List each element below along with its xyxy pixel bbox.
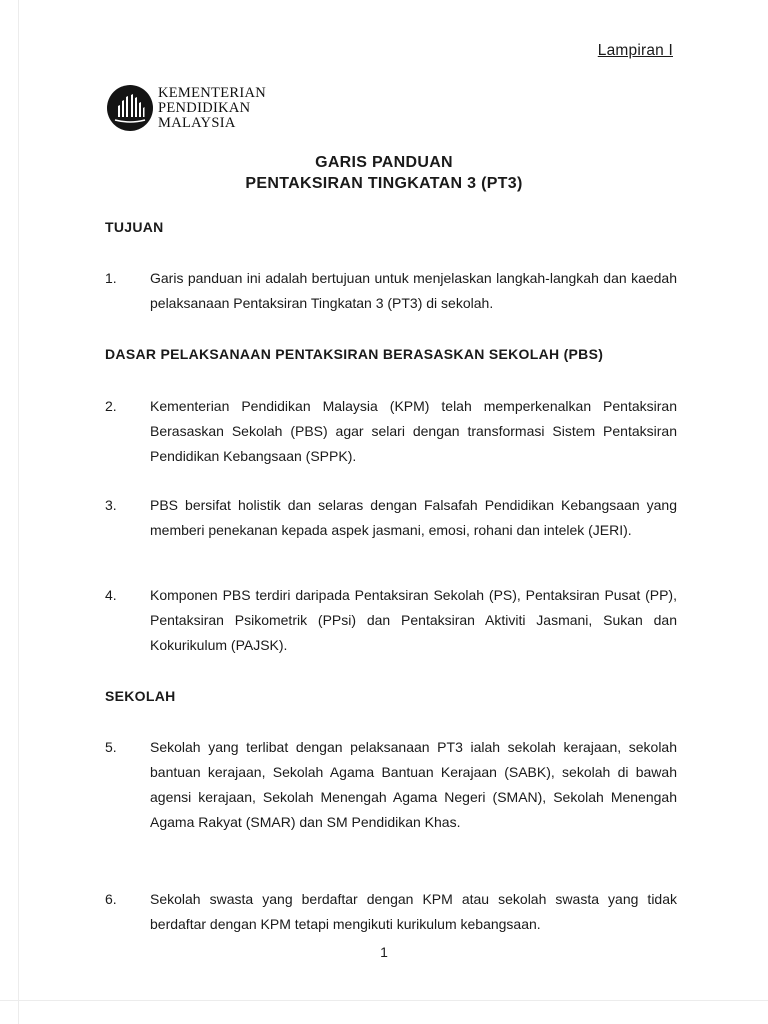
- paragraph-text: Sekolah swasta yang berdaftar dengan KPM atau sekolah swasta yang tidak berdaftar dengan KPM tetapi mengikuti kurikulum kebangsaan.: [150, 891, 677, 932]
- document-title-line1: GARIS PANDUAN: [315, 154, 453, 171]
- paragraph-text: Komponen PBS terdiri daripada Pentaksiran Sekolah (PS), Pentaksiran Pusat (PP), Pentaksiran Psikometrik (PPsi) dan Pentaksiran Aktiviti Jasmani, Sukan dan Kokurikulum (PAJSK).: [150, 587, 677, 653]
- document-title: [0, 152, 768, 194]
- paragraph-text: Sekolah yang terlibat dengan pelaksanaan PT3 ialah sekolah kerajaan, sekolah bantuan kerajaan, Sekolah Agama Bantuan Kerajaan (SABK), sekolah di bawah agensi kerajaan, Sekolah Menengah Agama Negeri (SMAN), Sekolah Menengah Agama Rakyat (SMAR) dan SM Pendidikan Khas.: [150, 739, 677, 830]
- paragraph-5: [105, 735, 677, 835]
- paragraph-1: [105, 266, 677, 316]
- paragraph-3: [105, 493, 677, 543]
- paragraph-number: 5.: [105, 739, 117, 755]
- paragraph-2: [105, 394, 677, 469]
- paragraph-text: PBS bersifat holistik dan selaras dengan Falsafah Pendidikan Kebangsaan yang memberi penekanan kepada aspek jasmani, emosi, rohani dan intelek (JERI).: [150, 497, 677, 538]
- paragraph-number: 6.: [105, 891, 117, 907]
- section-heading-sekolah: SEKOLAH: [105, 688, 176, 704]
- section-heading-dasar: DASAR PELAKSANAAN PENTAKSIRAN BERASASKAN SEKOLAH (PBS): [105, 346, 604, 362]
- ministry-name-line1: KEMENTERIAN: [158, 84, 267, 101]
- page-number: 1: [380, 944, 388, 960]
- ministry-logo: [106, 84, 266, 132]
- ministry-emblem-icon: [106, 84, 154, 132]
- ministry-name-line3: MALAYSIA: [158, 114, 236, 131]
- ministry-name-line2: PENDIDIKAN: [158, 99, 251, 116]
- paragraph-number: 2.: [105, 398, 117, 414]
- ministry-name: [158, 86, 266, 131]
- paragraph-6: [105, 887, 677, 937]
- section-heading-tujuan: TUJUAN: [105, 219, 164, 235]
- paragraph-number: 4.: [105, 587, 117, 603]
- paragraph-number: 1.: [105, 270, 117, 286]
- paragraph-text: Garis panduan ini adalah bertujuan untuk menjelaskan langkah-langkah dan kaedah pelaksanaan Pentaksiran Tingkatan 3 (PT3) di sekolah.: [150, 270, 677, 311]
- paragraph-4: [105, 583, 677, 658]
- scan-edge-bottom: [0, 1000, 768, 1001]
- document-title-line2: PENTAKSIRAN TINGKATAN 3 (PT3): [245, 175, 523, 192]
- paragraph-number: 3.: [105, 497, 117, 513]
- attachment-label: Lampiran I: [597, 42, 673, 59]
- paragraph-text: Kementerian Pendidikan Malaysia (KPM) telah memperkenalkan Pentaksiran Berasaskan Sekolah (PBS) agar selari dengan transformasi Sistem Pentaksiran Pendidikan Kebangsaan (SPPK).: [150, 398, 677, 464]
